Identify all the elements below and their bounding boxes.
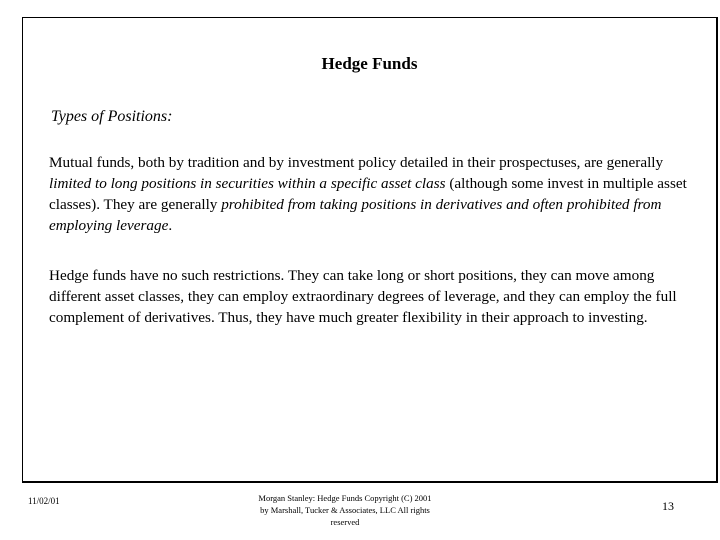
footer-credit xyxy=(230,492,460,528)
paragraph-mutual-funds xyxy=(49,152,689,236)
paragraph-segment-italic: limited to long positions in securities within a specific asset class xyxy=(49,175,446,192)
footer-credit-line: Morgan Stanley: Hedge Funds Copyright (C) 2001 xyxy=(258,493,432,503)
footer-date: 11/02/01 xyxy=(28,496,60,506)
paragraph-segment: (although some invest in multiple asset classes). They are generally xyxy=(49,175,687,213)
paragraph-segment: . xyxy=(168,217,173,234)
footer-credit-line: by Marshall, Tucker & Associates, LLC All rights xyxy=(260,505,430,515)
footer-credit-line: reserved xyxy=(330,517,360,527)
paragraph-segment: Mutual funds, both by tradition and by investment policy detailed in their prospectuses, are generally xyxy=(49,154,664,171)
page-number: 13 xyxy=(662,499,674,513)
paragraph-hedge-funds: Hedge funds have no such restrictions. They can take long or short positions, they can move among different asset classes, they can employ extraordinary degrees of leverage, and they can employ the full complement of derivatives. Thus, they have much greater flexibility in their approach to investing. xyxy=(49,267,677,326)
paragraph-segment-italic: prohibited from taking positions in derivatives and often prohibited from employing leverage xyxy=(49,196,662,234)
slide-frame xyxy=(22,17,718,483)
section-heading: Types of Positions: xyxy=(51,108,173,125)
slide-title: Hedge Funds xyxy=(321,54,418,73)
